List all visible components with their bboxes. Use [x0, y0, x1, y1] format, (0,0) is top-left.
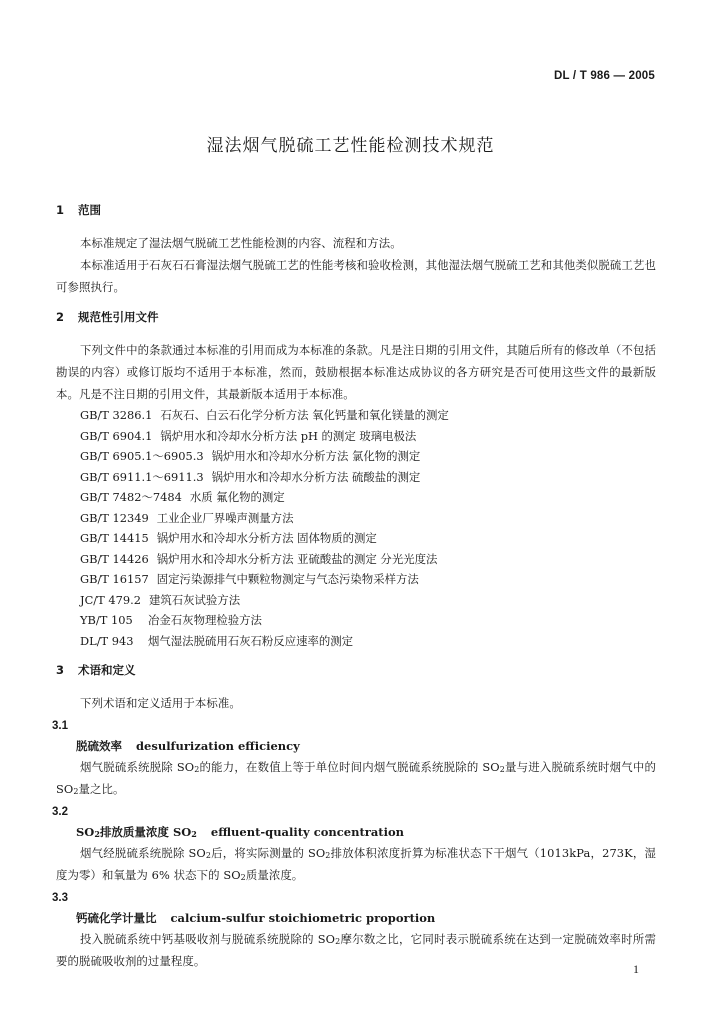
document-body: [52, 201, 656, 972]
reference-item: [56, 446, 656, 467]
term-title: $SO_2$排放质量浓度 $SO_2$ effluent-quality concentration: [76, 825, 404, 840]
reference-item: [56, 528, 656, 549]
reference-item: [56, 426, 656, 447]
reference-code: GB/T 3286.1: [80, 408, 153, 422]
reference-name: 冶金石灰物理检验方法: [148, 613, 262, 627]
term-number: 3.2: [52, 806, 68, 818]
reference-code: GB/T 14426: [80, 551, 149, 566]
reference-name: 烟气湿法脱硫用石灰石粉反应速率的测定: [148, 633, 354, 648]
term-definition: 投入脱硫系统中钙基吸收剂与脱硫系统脱除的 $SO_2$摩尔数之比，它同时表示脱硫系统在达到一定脱硫效率时所需要的脱硫吸收剂的过量程度。: [56, 932, 656, 968]
term-number: 3.3: [52, 892, 68, 904]
reference-code: DL/T 943: [80, 633, 134, 648]
reference-item: [56, 631, 656, 652]
term-cn: 钙硫化学计量比: [76, 911, 157, 925]
term-en: desulfurization efficiency: [136, 739, 300, 753]
section-number: 1: [56, 203, 65, 217]
reference-name: 锅炉用水和冷却水分析方法 氯化物的测定: [211, 449, 421, 463]
section-number: 3: [56, 663, 65, 677]
document-title: 湿法烟气脱硫工艺性能检测技术规范: [206, 136, 495, 156]
reference-name: 水质 氟化物的测定: [189, 490, 285, 504]
reference-code: GB/T 16157: [80, 572, 149, 586]
reference-code: JC/T 479.2: [80, 592, 141, 607]
reference-name: 锅炉用水和冷却水分析方法 pH 的测定 玻璃电极法: [160, 428, 417, 443]
term-en: effluent-quality concentration: [210, 825, 404, 839]
reference-item: [56, 549, 656, 570]
term-title: [56, 908, 656, 928]
reference-item: [56, 487, 656, 508]
reference-name: 锅炉用水和冷却水分析方法 硫酸盐的测定: [211, 469, 421, 484]
term-definition: 烟气脱硫系统脱除 $SO_2$的能力，在数值上等于单位时间内烟气脱硫系统脱除的 $SO_2$量与进入脱硫系统时烟气中的 $SO_2$量之比。: [56, 760, 656, 797]
reference-code: GB/T 14415: [80, 531, 149, 545]
reference-name: 锅炉用水和冷却水分析方法 固体物质的测定: [156, 531, 377, 545]
section-heading-terms-definitions: [56, 661, 656, 679]
reference-item: [56, 508, 656, 529]
standard-code-header: DL / T 986 — 2005: [554, 70, 655, 82]
reference-item: [56, 569, 656, 590]
reference-item: [56, 405, 656, 426]
section-number: 2: [56, 310, 65, 324]
reference-code: GB/T 6911.1～6911.3: [80, 469, 204, 484]
reference-code: GB/T 12349: [80, 510, 149, 525]
reference-code: GB/T 6905.1～6905.3: [80, 449, 204, 463]
reference-name: 工业企业厂界噪声测量方法: [156, 510, 294, 525]
term-en: calcium-sulfur stoichiometric proportion: [170, 911, 436, 925]
term-title: [56, 736, 656, 756]
term-cn: 脱硫效率: [76, 739, 122, 753]
reference-name: 建筑石灰试验方法: [148, 592, 241, 607]
reference-name: 锅炉用水和冷却水分析方法 亚硫酸盐的测定 分光光度法: [156, 551, 438, 566]
reference-code: GB/T 6904.1: [80, 428, 153, 443]
reference-item: [56, 467, 656, 488]
reference-item: [56, 610, 656, 631]
paragraph: 下列文件中的条款通过本标准的引用而成为本标准的条款。凡是注日期的引用文件，其随后所有的修改单（不包括勘误的内容）或修订版均不适用于本标准，然而，鼓励根据本标准达成协议的各方研究是否可使用这些文件的最新版本。凡是不注日期的引用文件，其最新版本适用于本标准。: [56, 343, 656, 401]
section-title: 规范性引用文件: [78, 310, 159, 324]
reference-name: 固定污染源排气中颗粒物测定与气态污染物采样方法: [156, 572, 419, 586]
section-title: 术语和定义: [78, 663, 136, 677]
reference-list: [56, 405, 656, 651]
reference-item: [56, 590, 656, 611]
term-number: 3.1: [52, 720, 68, 732]
section-heading-scope: [56, 201, 656, 219]
reference-name: 石灰石、白云石化学分析方法 氧化钙量和氧化镁量的测定: [160, 408, 449, 422]
section-heading-normative-references: [56, 308, 656, 326]
term-definition: 烟气经脱硫系统脱除 $SO_2$后，将实际测量的 $SO_2$排放体积浓度折算为标准状态下干烟气（1013kPa，273K，湿度为零）和氧量为 6% 状态下的 $SO_2$质量浓度。: [56, 846, 656, 883]
paragraph: 下列术语和定义适用于本标准。: [80, 696, 241, 710]
section-title: 范围: [78, 203, 101, 217]
reference-code: YB/T 105: [80, 613, 133, 627]
paragraph: 本标准适用于石灰石石膏湿法烟气脱硫工艺的性能考核和验收检测，其他湿法烟气脱硫工艺和其他类似脱硫工艺也可参照执行。: [56, 258, 656, 294]
page-number: 1: [633, 962, 639, 976]
paragraph: 本标准规定了湿法烟气脱硫工艺性能检测的内容、流程和方法。: [80, 236, 402, 250]
reference-code: GB/T 7482～7484: [80, 490, 182, 504]
